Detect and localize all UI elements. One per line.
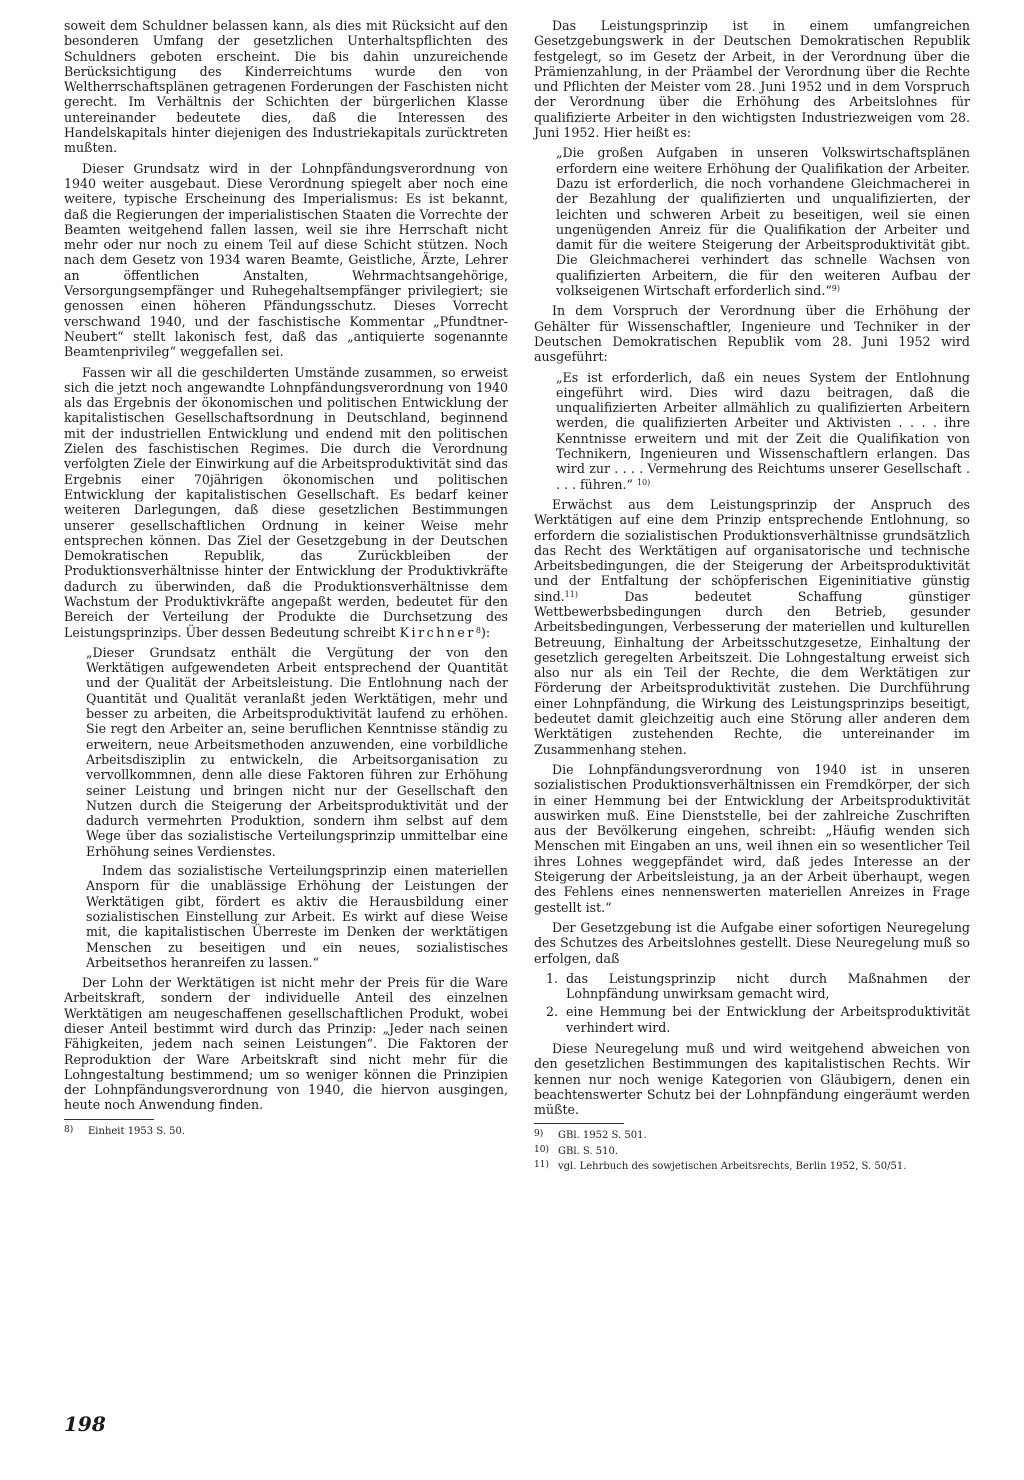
footnote-text: vgl. Lehrbuch des sowjetischen Arbeitsrechts, Berlin 1952, S. 50/51.: [558, 1161, 907, 1173]
paragraph: Dieser Grundsatz wird in der Lohnpfändungsverordnung von 1940 weiter ausgebaut. Diese Verordnung spiegelt aber noch eine weitere, typische Erscheinung des Imperialismus: Es ist bekannt, daß die Regierungen der imperialistischen Staaten die Vorrechte der Beamten weitgehend fallen lassen, weil sie ihre Herrschaft nicht mehr oder nur noch zu einem Teil auf diese Schicht stützen. Noch nach dem Gesetz von 1934 waren Beamte, Geistliche, Ärzte, Lehrer an öffentlichen Anstalten, Wehrmachtsangehörige, Versorgungsempfänger und Ruhegehaltsempfänger privilegiert; sie genossen einen höheren Pfändungsschutz. Dieses Vorrecht verschwand 1940, und der faschistische Kommentar „Pfundtner-Neubert“ stellt lakonisch fest, daß das „antiquierte sogenannte Beamtenprivileg“ weggefallen sei.: [64, 160, 508, 360]
list-item: 1. das Leistungsprinzip nicht durch Maßnahmen der Lohnpfändung unwirksam gemacht wird,: [562, 971, 970, 1002]
footnote-number: 8): [64, 1124, 74, 1135]
list-item: 2. eine Hemmung bei der Entwicklung der Arbeitsproduktivität verhindert wird.: [562, 1004, 970, 1035]
footnote-divider: [64, 1119, 154, 1120]
quote-text: „Es ist erforderlich, daß ein neues System der Entlohnung eingeführt wird. Dies wird dazu beitragen, daß die unqualifizierten Arbeiter allmählich zu qualifizierten Arbeitern werden, die qualifizierten Arbeiter und Aktivisten . . . . ihre Kenntnisse erweitern und mit der Zeit die Qualifikation von Technikern, Ingenieuren und Wissenschaftlern erlangen. Das wird zur . . . . Vermehrung des Reichtums unserer Gesellschaft . . . . führen.“: [556, 369, 970, 492]
footnote-text: GBl. S. 510.: [558, 1145, 619, 1157]
quote-paragraph: [556, 145, 970, 298]
footnote-ref: 11): [564, 589, 578, 599]
paragraph: [534, 497, 970, 757]
paragraph-end: ):: [480, 624, 491, 640]
paragraph: Das Leistungsprinzip ist in einem umfangreichen Gesetzgebungswerk in der Deutschen Demokratischen Republik festgelegt, so im Gesetz der Arbeit, in der Verordnung über die Prämienzahlung, in der Präambel der Verordnung über die Rechte und Pflichten der Meister vom 28. Juni 1952 und in dem Vorspruch der Verordnung über die Erhöhung des Arbeitslohnes für qualifizierte Arbeiter in den wichtigsten Industriezweigen vom 28. Juni 1952. Hier heißt es:: [534, 18, 970, 141]
author-name: Kirchner: [399, 624, 476, 640]
paragraph-text: Fassen wir all die geschilderten Umstände zusammen, so erweist sich die jetzt noch angewandte Lohnpfändungsverordnung von 1940 als das Ergebnis der ökonomischen und politischen Entwicklung der kapitalistischen Gesellschaftsordnung in Deutschland, beginnend mit der industriellen Entwicklung und endend mit den politischen Zielen des faschistischen Regimes. Die durch die Verordnung verfolgten Ziele der Einwirkung auf die Arbeitsproduktivität sind das Ergebnis einer 70jährigen ökonomischen und politischen Entwicklung der kapitalistischen Gesellschaft. Es bedarf keiner weiteren Darlegungen, daß diese gesetzlichen Bestimmungen unserer gesellschaftlichen Ordnung in keiner Weise mehr entsprechen können. Das Ziel der Gesetzgebung in der Deutschen Demokratischen Republik, das Zurückbleiben der Produktionsverhältnisse hinter der Entwicklung der Produktivkräfte dadurch zu überwinden, daß die Produktionsverhältnisse dem Wachstum der Produktivkräfte angepaßt werden, bedeutet für den Bereich der Verteilung der Produkte die Durchsetzung des Leistungsprinzips. Über dessen Bedeutung schreibt: [64, 364, 508, 640]
page-number: 198: [64, 1412, 106, 1436]
right-column: [534, 18, 970, 1175]
paragraph: [64, 365, 508, 640]
footnote: [64, 1124, 508, 1139]
quote-paragraph: [556, 370, 970, 492]
quote-paragraph: „Dieser Grundsatz enthält die Vergütung der von den Werktätigen aufgewendeten Arbeit entsprechend der Quantität und der Qualität der Arbeitsleistung. Die Entlohnung nach der Quantität und Qualität veranlaßt jeden Werktätigen, mehr und besser zu arbeiten, die Arbeitsproduktivität laufend zu erhöhen. Sie regt den Arbeiter an, seine beruflichen Kenntnisse ständig zu erweitern, neue Arbeitsmethoden anzuwenden, eine vorbildliche Arbeitsdisziplin zu entwickeln, die Arbeitsorganisation zu vervollkommnen, denn alle diese Faktoren führen zur Erhöhung seiner Leistung und bringen nicht nur der Gesellschaft den Nutzen durch die Steigerung der Arbeitsproduktivität und der dadurch vermehrten Produktion, sondern ihm selbst auf dem Wege über das sozialistische Verteilungsprinzip unmittelbar eine Erhöhung seines Verdienstes.: [86, 644, 508, 859]
paragraph: Diese Neuregelung muß und wird weitgehend abweichen von den gesetzlichen Bestimmungen des kapitalistischen Rechts. Wir kennen nur noch wenige Kategorien von Gläubigern, denen ein beachtenswerter Schutz bei der Lohnpfändung eingeräumt werden müßte.: [534, 1041, 970, 1118]
block-quote: [86, 645, 508, 970]
paragraph: Der Lohn der Werktätigen ist nicht mehr der Preis für die Ware Arbeitskraft, sondern der individuelle Anteil des einzelnen Werktätigen am neugeschaffenen gesellschaftlichen Produkt, wobei dieser Anteil bestimmt wird durch das Prinzip: „Jeder nach seinen Fähigkeiten, jedem nach seinen Leistungen“. Die Faktoren der Reproduktion der Ware Arbeitskraft sind nicht mehr für die Lohngestaltung bestimmend; um so weniger können die Prinzipien der Lohnpfändungsverordnung von 1940, die hiervon ausgingen, heute noch Anwendung finden.: [64, 975, 508, 1113]
numbered-list: [534, 971, 970, 1035]
footnote-number: 11): [534, 1160, 549, 1171]
footnote-number: 9): [534, 1129, 544, 1140]
footnote-ref: 9): [831, 284, 841, 294]
paragraph-text: Erwächst aus dem Leistungsprinzip der Anspruch des Werktätigen auf eine dem Prinzip entsprechende Entlohnung, so erfordern die sozialistischen Produktionsverhältnisse grundsätzlich das Recht des Werktätigen auf organisatorische und technische Arbeitsbedingungen, die der Steigerung der Arbeitsproduktivität und der Entfaltung der schöpferischen Eigeninitiative günstig sind.: [534, 496, 970, 604]
paragraph: Die Lohnpfändungsverordnung von 1940 ist in unseren sozialistischen Produktionsverhältnissen ein Fremdkörper, der sich in einer Hemmung bei der Entwicklung der Arbeitsproduktivität auswirken muß. Eine Dienststelle, bei der zahlreiche Zuschriften aus der Bevölkerung eingehen, schreibt: „Häufig wenden sich Menschen mit Eingaben an uns, weil ihnen ein so wesentlicher Teil ihres Lohnes weggepfändet wird, daß jedes Interesse an der Steigerung der Arbeitsleistung, ja an der Arbeit überhaupt, wegen des Fehlens eines nennenswerten materiellen Anreizes in Frage gestellt ist.“: [534, 761, 970, 915]
footnote: [534, 1128, 970, 1143]
footnote: [534, 1159, 970, 1174]
footnote-text: GBl. 1952 S. 501.: [558, 1130, 647, 1142]
footnote-text: Einheit 1953 S. 50.: [88, 1125, 186, 1137]
footnote-divider: [534, 1123, 624, 1124]
footnote-number: 10): [534, 1144, 549, 1155]
paragraph-text: Das bedeutet Schaffung günstiger Wettbewerbsbedingungen durch den Betrieb, gesunder Arbeitsbedingungen, Verbesserung der materiellen und kulturellen Betreuung, Einhaltung der Arbeitsschutzgesetze, Einhaltung der gesetzlich geregelten Arbeitszeit. Die Lohngestaltung erweist sich also nur als ein Teil der Rechte, die dem Werktätigen zur Förderung der Arbeitsproduktivität zustehen. Die Durchführung einer Lohnpfändung, die Wirkung des Leistungsprinzips beseitigt, bedeutet damit gleichzeitig auch eine Störung aller anderen dem Werktätigen zustehenden Rechte, die untereinander im Zusammenhang stehen.: [534, 588, 970, 757]
quote-text: „Die großen Aufgaben in unseren Volkswirtschaftsplänen erfordern eine weitere Erhöhung der Qualifikation der Arbeiter. Dazu ist erforderlich, die noch vorhandene Gleichmacherei in der Bezahlung der qualifizierten und unqualifizierten, der leichten und schweren Arbeit zu beseitigen, weil sie einen ungenügenden Anreiz für die Qualifikation der Arbeiter und damit für die weitere Steigerung der Arbeitsproduktivität gibt. Die Gleichmacherei verhindert das schnelle Wachsen von qualifizierten Arbeitern, die für den weiteren Aufbau der volkseigenen Wirtschaft erforderlich sind.“: [556, 145, 970, 299]
paragraph: soweit dem Schuldner belassen kann, als dies mit Rücksicht auf den besonderen Umfang der gesetzlichen Unterhaltspflichten des Schuldners geboten erscheint. Die bis dahin unzureichende Berücksichtigung des Kinderreichtums wurde den von Weltherrschaftsplänen getragenen Forderungen der Faschisten nicht gerecht. Im Verhältnis der Schichten der bürgerlichen Klasse untereinander bedeutete dies, daß die Interessen des Handelskapitals hinter diejenigen des Industriekapitals zurücktreten mußten.: [64, 18, 508, 156]
left-column: [64, 18, 508, 1139]
paragraph: Der Gesetzgebung ist die Aufgabe einer sofortigen Neuregelung des Schutzes des Arbeitslohnes gestellt. Diese Neuregelung muß so erfolgen, daß: [534, 919, 970, 966]
block-quote: [556, 145, 970, 298]
quote-paragraph: Indem das sozialistische Verteilungsprinzip einen materiellen Ansporn für die unablässige Erhöhung der Leistungen der Werktätigen gibt, fördert es aktiv die Herausbildung einer sozialistischen Einstellung zur Arbeit. Es wirkt auf diese Weise mit, die kapitalistischen Überreste im Denken der werktätigen Menschen zu beseitigen und ein neues, sozialistisches Arbeitsethos heranreifen zu lassen.“: [86, 863, 508, 970]
block-quote: [556, 370, 970, 492]
paragraph: In dem Vorspruch der Verordnung über die Erhöhung der Gehälter für Wissenschaftler, Ingenieure und Techniker in der Deutschen Demokratischen Republik vom 28. Juni 1952 wird ausgeführt:: [534, 303, 970, 365]
footnote-ref: 10): [636, 477, 651, 487]
footnote-ref: 8: [475, 625, 481, 635]
footnote: [534, 1144, 970, 1159]
